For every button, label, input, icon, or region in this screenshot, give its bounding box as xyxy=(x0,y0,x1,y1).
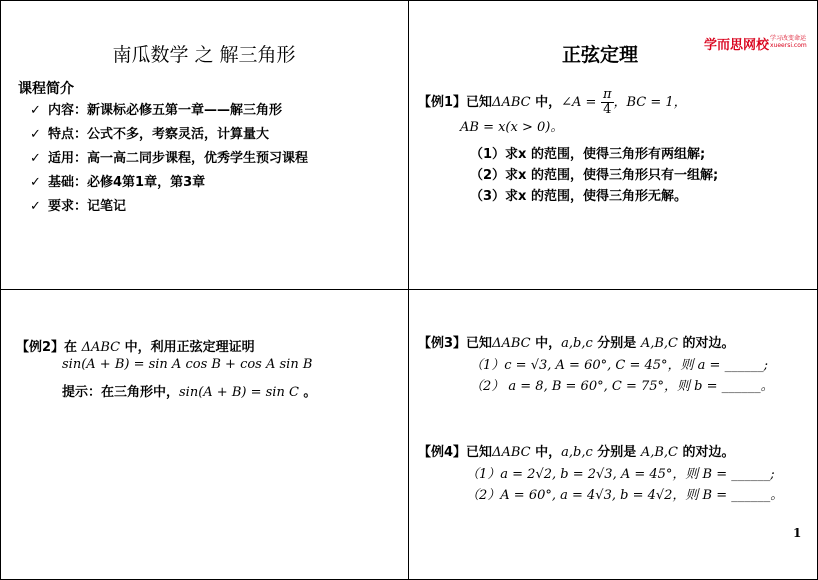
example-1-ab: AB = x(x > 0)。 xyxy=(460,120,564,135)
page-number: 1 xyxy=(793,526,802,540)
list-item: ✓ 基础：必修4第1章，第3章 xyxy=(30,171,308,195)
example-3-q1: （1）c = √3, A = 60°, C = 45°，则 a = ______; xyxy=(470,358,768,373)
brand-logo xyxy=(704,34,807,53)
example-2-hint: 提示：在三角形中，sin(A + B) = sin C 。 xyxy=(62,385,317,400)
example-4-q1: （1）a = 2√2, b = 2√3, A = 45°，则 B = ______; xyxy=(466,467,775,482)
list-item: ✓ 要求：记笔记 xyxy=(30,195,308,219)
example-1-q3: （3）求x 的范围，使得三角形无解。 xyxy=(470,189,687,204)
example-3-stem: 【例3】已知ΔABC 中，a,b,c 分别是 A,B,C 的对边。 xyxy=(418,336,735,351)
list-item: ✓ 特点：公式不多，考察灵活，计算量大 xyxy=(30,123,308,147)
slide-1-title: 南瓜数学 之 解三角形 xyxy=(112,44,296,66)
check-icon: ✓ xyxy=(30,103,41,118)
example-2-stem: 【例2】在 ΔABC 中，利用正弦定理证明 xyxy=(16,340,255,355)
border-left xyxy=(0,0,1,580)
example-4-q2: （2）A = 60°, a = 4√3, b = 4√2，则 B = ______。 xyxy=(466,488,784,503)
check-icon: ✓ xyxy=(30,151,41,166)
logo-tagline: 学习改变命运 xueersi.com xyxy=(770,35,807,49)
example-2-formula: sin(A + B) = sin A cos B + cos A sin B xyxy=(62,357,313,372)
section-label: 课程简介 xyxy=(18,81,74,97)
bullet-list xyxy=(30,99,308,219)
list-item: ✓ 内容：新课标必修五第一章——解三角形 xyxy=(30,99,308,123)
list-item: ✓ 适用：高一高二同步课程，优秀学生预习课程 xyxy=(30,147,308,171)
divider-vertical xyxy=(408,0,409,580)
example-1-stem: 【例1】已知ΔABC 中，∠A = $\frac{\pi}{4}$ ，BC = 1， xyxy=(418,87,687,117)
example-3-q2: （2） a = 8, B = 60°, C = 75°，则 b = ______。 xyxy=(470,379,774,394)
check-icon: ✓ xyxy=(30,175,41,190)
check-icon: ✓ xyxy=(30,127,41,142)
example-1-q2: （2）求x 的范围，使得三角形只有一组解; xyxy=(470,168,719,183)
divider-horizontal xyxy=(0,289,818,290)
example-4-stem: 【例4】已知ΔABC 中，a,b,c 分别是 A,B,C 的对边。 xyxy=(418,445,735,460)
example-1-q1: （1）求x 的范围，使得三角形有两组解; xyxy=(470,147,706,162)
logo-text: 学而思网校 xyxy=(704,38,770,53)
fraction-pi-over-4: $\frac{\pi}{4}$ xyxy=(602,87,612,117)
check-icon: ✓ xyxy=(30,199,41,214)
border-top xyxy=(0,0,818,1)
slide-2-title: 正弦定理 xyxy=(561,44,638,66)
